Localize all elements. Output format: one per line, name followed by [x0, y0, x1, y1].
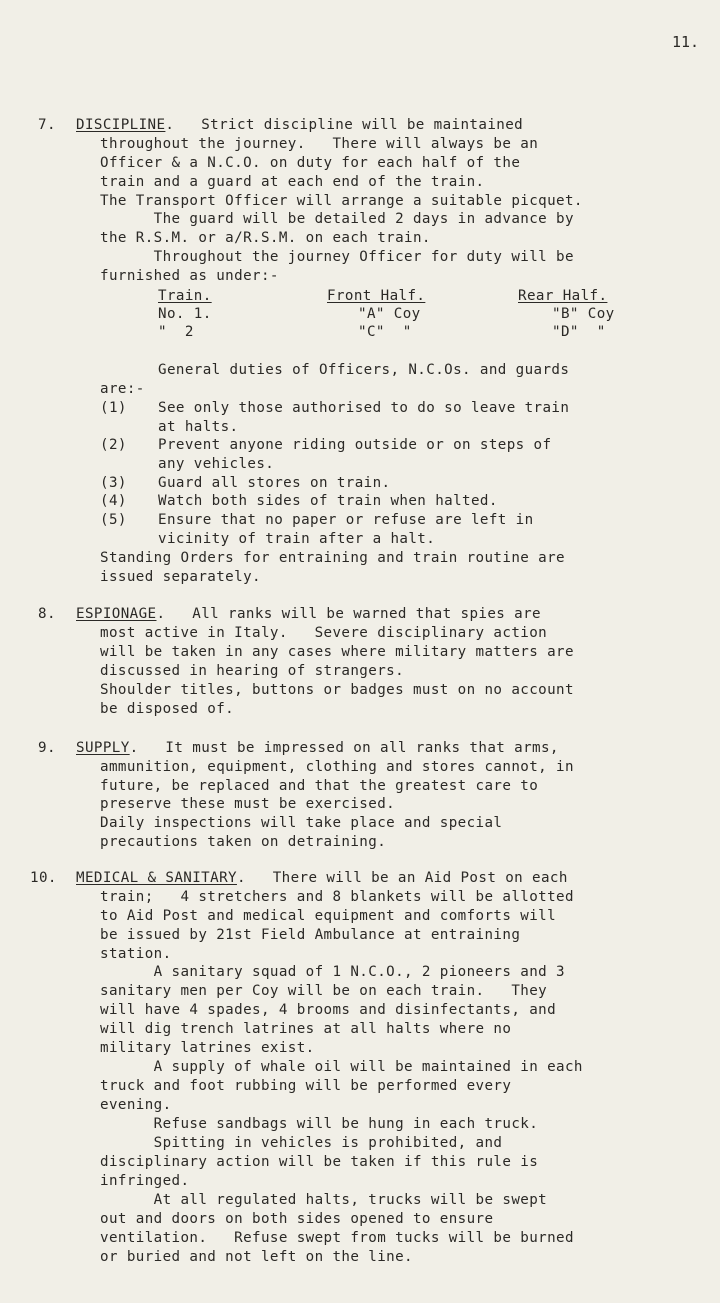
section-10-line: Spitting in vehicles is prohibited, and — [100, 1135, 503, 1151]
section-9-line: Daily inspections will take place and special — [100, 815, 503, 831]
section-10-line: truck and foot rubbing will be performed every — [100, 1078, 512, 1094]
table-cell: "D" " — [552, 324, 606, 340]
section-7-heading: DISCIPLINE — [76, 117, 166, 133]
section-10-line: will have 4 spades, 4 brooms and disinfectants, and — [100, 1002, 557, 1018]
duties-intro: General duties of Officers, N.C.Os. and guards — [158, 362, 570, 378]
table-cell: "A" Coy — [358, 306, 421, 322]
section-9-line: ammunition, equipment, clothing and stores cannot, in — [100, 759, 574, 775]
section-10-line: station. — [100, 946, 172, 962]
section-8-line: Shoulder titles, buttons or badges must on no account — [100, 682, 574, 698]
section-10-heading-line — [76, 869, 568, 888]
duty-text: See only those authorised to do so leave train — [158, 400, 570, 416]
section-10-heading: MEDICAL & SANITARY — [76, 870, 237, 886]
section-8-first-line: . All ranks will be warned that spies are — [156, 606, 541, 622]
duty-number: (2) — [100, 437, 127, 453]
table-header-front-half: Front Half. — [327, 288, 426, 304]
section-7-number: 7. — [38, 117, 56, 133]
duty-text: Ensure that no paper or refuse are left in — [158, 512, 534, 528]
duty-number: (1) — [100, 400, 127, 416]
section-10-line: A sanitary squad of 1 N.C.O., 2 pioneers and 3 — [100, 964, 565, 980]
section-9-line: preserve these must be exercised. — [100, 796, 396, 812]
section-10-line: out and doors on both sides opened to ensure — [100, 1211, 494, 1227]
section-8-line: be disposed of. — [100, 701, 235, 717]
table-header-rear-half: Rear Half. — [518, 288, 608, 304]
section-7-line: train and a guard at each end of the train. — [100, 174, 485, 190]
table-cell: "B" Coy — [552, 306, 615, 322]
section-9-number: 9. — [38, 740, 56, 756]
section-10-line: A supply of whale oil will be maintained in each — [100, 1059, 583, 1075]
duty-number: (5) — [100, 512, 127, 528]
section-10-line: or buried and not left on the line. — [100, 1249, 413, 1265]
table-cell: No. 1. — [158, 306, 212, 322]
duty-number: (4) — [100, 493, 127, 509]
table-cell: " 2 — [158, 324, 194, 340]
duty-text: Watch both sides of train when halted. — [158, 493, 498, 509]
section-10-line: be issued by 21st Field Ambulance at entraining — [100, 927, 521, 943]
duty-text: any vehicles. — [158, 456, 275, 472]
section-10-number: 10. — [30, 870, 57, 886]
duty-text: at halts. — [158, 419, 239, 435]
section-7-line: Throughout the journey Officer for duty will be — [100, 249, 574, 265]
section-8-heading-line — [76, 605, 541, 624]
section-7-line: Officer & a N.C.O. on duty for each half of the — [100, 155, 521, 171]
section-8-line: will be taken in any cases where military matters are — [100, 644, 574, 660]
section-7-line: throughout the journey. There will always be an — [100, 136, 539, 152]
section-10-line: evening. — [100, 1097, 172, 1113]
section-8-number: 8. — [38, 606, 56, 622]
section-7-closing: Standing Orders for entraining and train routine are — [100, 550, 565, 566]
duties-intro: are:- — [100, 381, 145, 397]
section-10-line: military latrines exist. — [100, 1040, 315, 1056]
section-7-first-line: . Strict discipline will be maintained — [165, 117, 524, 133]
section-7-line: furnished as under:- — [100, 268, 279, 284]
table-cell: "C" " — [358, 324, 412, 340]
section-7-heading-line — [76, 116, 523, 135]
section-10-line: sanitary men per Coy will be on each train. They — [100, 983, 548, 999]
section-9-line: future, be replaced and that the greatest care to — [100, 778, 539, 794]
section-8-heading: ESPIONAGE — [76, 606, 157, 622]
section-10-line: infringed. — [100, 1173, 190, 1189]
section-7-line: The Transport Officer will arrange a suitable picquet. — [100, 193, 583, 209]
section-9-heading-line — [76, 739, 559, 758]
section-10-line: disciplinary action will be taken if this rule is — [100, 1154, 539, 1170]
section-7-closing: issued separately. — [100, 569, 261, 585]
section-7-line: the R.S.M. or a/R.S.M. on each train. — [100, 230, 431, 246]
section-10-line: train; 4 stretchers and 8 blankets will be allotted — [100, 889, 574, 905]
section-10-line: will dig trench latrines at all halts where no — [100, 1021, 512, 1037]
duty-text: Guard all stores on train. — [158, 475, 391, 491]
section-8-line: most active in Italy. Severe disciplinary action — [100, 625, 548, 641]
duty-text: vicinity of train after a halt. — [158, 531, 436, 547]
section-7-line: The guard will be detailed 2 days in advance by — [100, 211, 574, 227]
section-10-first-line: . There will be an Aid Post on each — [236, 870, 568, 886]
section-9-line: precautions taken on detraining. — [100, 834, 387, 850]
page-number: 11. — [672, 33, 700, 51]
section-10-line: Refuse sandbags will be hung in each truck. — [100, 1116, 539, 1132]
section-9-first-line: . It must be impressed on all ranks that arms, — [129, 740, 559, 756]
section-8-line: discussed in hearing of strangers. — [100, 663, 405, 679]
section-10-line: At all regulated halts, trucks will be swept — [100, 1192, 548, 1208]
section-10-line: to Aid Post and medical equipment and comforts will — [100, 908, 557, 924]
table-header-train: Train. — [158, 288, 212, 304]
section-9-heading: SUPPLY — [76, 740, 130, 756]
section-10-line: ventilation. Refuse swept from tucks will be burned — [100, 1230, 574, 1246]
duty-text: Prevent anyone riding outside or on steps of — [158, 437, 552, 453]
duty-number: (3) — [100, 475, 127, 491]
